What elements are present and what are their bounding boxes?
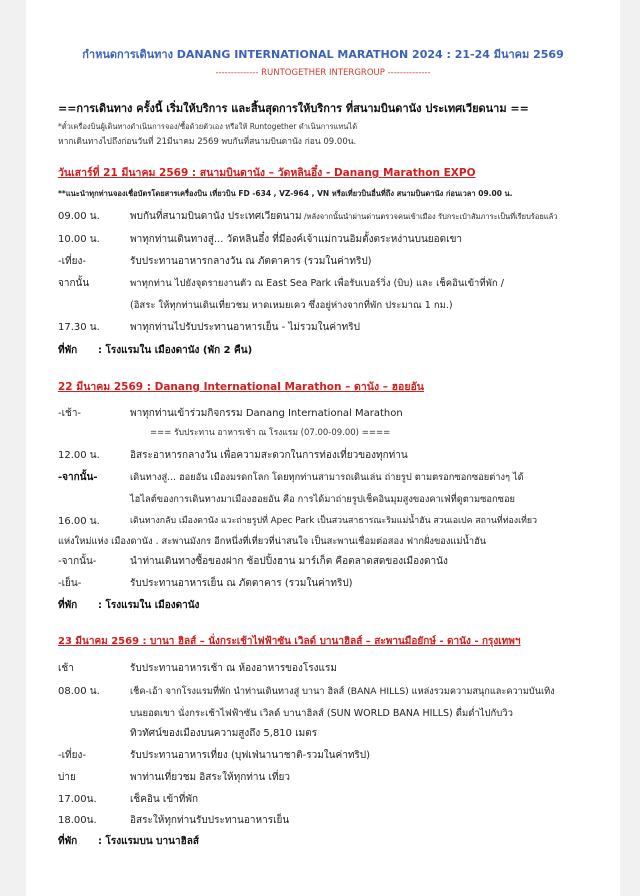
day1-desc — [130, 211, 557, 223]
day2-desc: ไฮไลต์ของการเดินทางมาเมืองฮอยอัน คือ การได้มาถ่ายรูปเช็คอินมุมสูงของคาเฟ่ที่ดูตามซอกซอย — [130, 494, 515, 505]
day3-stay-label: ที่พัก — [58, 836, 78, 847]
day1-time: 09.00 น. — [58, 211, 100, 222]
day1-desc-extra: /หลังจากนั้นนำผ่านด่านตรวจคนเข้าเมือง รับกระเป๋าสัมภาระเป็นที่เรียบร้อยแล้ว — [301, 212, 558, 221]
day3-time: เช้า — [58, 663, 74, 674]
itinerary-page — [26, 0, 620, 896]
day2-time: -เช้า- — [58, 408, 82, 419]
day2-time: 12.00 น. — [58, 450, 100, 461]
day2-desc: นำท่านเดินทางซื้อของฝาก ช้อปปิ้งฮาน มาร์เก็ต คือตลาดสดของเมืองดานัง — [130, 556, 448, 567]
day1-time: 10.00 น. — [58, 234, 100, 245]
day2-breakfast-note: === รับประทาน อาหารเช้า ณ โรงแรม (07.00-09.00) ==== — [150, 428, 391, 438]
day2-desc: แห่งใหม่แห่ง เมืองดานัง . สะพานมังกร อีกหนึ่งที่เที่ยวที่น่าสนใจ เป็นสะพานเชื่อมต่อสอง ฟากฝั่งของแม่น้ำฮัน — [58, 536, 487, 547]
day1-desc: รับประทานอาหารกลางวัน ณ ภัตตาคาร (รวมในค่าทริป) — [130, 256, 372, 267]
organizer-line: -------------- RUNTOGETHER INTERGROUP -------------- — [215, 68, 431, 78]
day1-time: จากนั้น — [58, 278, 90, 289]
day2-desc: เดินทางกลับ เมืองดานัง แวะถ่ายรูปที่ Apec Park เป็นสวนสาธารณะริมแม่น้ำฮัน สวนเอเปค สถานที่ท่องเที่ยว — [130, 516, 538, 526]
day3-time: 17.00น. — [58, 794, 97, 805]
day1-time: 17.30 น. — [58, 322, 100, 333]
day3-time: 18.00น. — [58, 815, 97, 826]
intro-note-meet: หากเดินทางไปถึงก่อนวันที่ 21มีนาคม 2569 พบกันที่สนามบินดานัง ก่อน 09.00น. — [58, 137, 357, 147]
day3-desc: พาท่านเที่ยวชม อิสระให้ทุกท่าน เที่ยว — [130, 772, 290, 783]
day2-time: -เย็น- — [58, 578, 82, 589]
day3-desc: รับประทานอาหารเที่ยง (บุฟเฟ่นานาชาติ-รวมในค่าทริป) — [130, 750, 371, 761]
day3-stay: : โรงแรมบน บานาฮิลส์ — [98, 836, 199, 847]
intro-note-ticket: *ตั๋วเครื่องบินผู้เดินทางดำเนินการจอง/ซื้อด้วยตัวเอง หรือให้ Runtogether ดำเนินการแทนได้ — [58, 122, 358, 131]
day1-desc: (อิสระ ให้ทุกท่านเดินเที่ยวชม หาดเหมยเคว ซึ่งอยู่ห่างจากที่พัก ประมาณ 1 กม.) — [130, 300, 453, 311]
day2-title: 22 มีนาคม 2569 : Danang International Marathon – ดานัง – ฮอยอัน — [58, 381, 424, 393]
day1-desc: พาทุกท่านเดินทางสู่... วัดหลินอึ๋ง ที่มีองค์เจ้าแม่กวนอิมตั้งตระหง่านบนยอดเขา — [130, 234, 463, 245]
day2-time: -จากนั้น- — [58, 472, 98, 483]
day2-desc: เดินทางสู่... ฮอยอัน เมืองมรดกโลก โดยทุกท่านสามารถเดินเล่น ถ่ายรูป ตามตรอกซอกซอยต่างๆ ได้ — [130, 472, 524, 483]
day1-desc-main: พบกันที่สนามบินดานัง ประเทศเวียดนาม — [130, 211, 302, 222]
day1-desc: พาทุกท่านไปรับประทานอาหารเย็น - ไม่รวมในค่าทริป — [130, 322, 360, 333]
page-title: กำหนดการเดินทาง DANANG INTERNATIONAL MARATHON 2024 : 21-24 มีนาคม 2569 — [82, 48, 564, 61]
intro-heading: ==การเดินทาง ครั้งนี้ เริ่มให้บริการ และสิ้นสุดการให้บริการ ที่สนามบินดานัง ประเทศเวียดนาม == — [58, 102, 529, 115]
day3-desc: รับประทานอาหารเช้า ณ ห้องอาหารของโรงแรม — [130, 663, 337, 674]
day1-title: วันเสาร์ที่ 21 มีนาคม 2569 : สนามบินดานัง – วัดหลินอึ๋ง - Danang Marathon EXPO — [58, 167, 476, 179]
day3-desc: เช็คอิน เข้าที่พัก — [130, 794, 199, 805]
day3-desc: บนยอดเขา นั่งกระเช้าไฟฟ้าซัน เวิลด์ บานาฮิลส์ (SUN WORLD BANA HILLS) ดื่มด่ำไปกับวิว — [130, 708, 513, 719]
day3-desc: อิสระให้ทุกท่านรับประทานอาหารเย็น — [130, 815, 290, 826]
day3-desc: ทิวทัศน์ของเมืองบนความสูงถึง 5,810 เมตร — [130, 728, 318, 739]
day2-desc: รับประทานอาหารเย็น ณ ภัตตาคาร (รวมในค่าทริป) — [130, 578, 353, 589]
day1-time: -เที่ยง- — [58, 256, 86, 267]
day3-desc: เช็ค-เอ้า จากโรงแรมที่พัก นำท่านเดินทางสู่ บานา ฮิลส์ (BANA HILLS) แหล่งรวมความสนุกและความบันเทิง — [130, 686, 555, 697]
day2-time: 16.00 น. — [58, 516, 100, 527]
day3-time: บ่าย — [58, 772, 76, 783]
day2-desc: พาทุกท่านเข้าร่วมกิจกรรม Danang International Marathon — [130, 408, 403, 419]
day3-time: -เที่ยง- — [58, 750, 86, 761]
day3-title: 23 มีนาคม 2569 : บานา ฮิลส์ – นั่งกระเช้าไฟฟ้าซัน เวิลด์ บานาฮิลส์ – สะพานมือยักษ์ - ดานัง - กรุงเทพฯ — [58, 636, 521, 647]
day2-desc: อิสระอาหารกลางวัน เพื่อความสะดวกในการท่องเที่ยวของทุกท่าน — [130, 450, 408, 461]
day2-stay: : โรงแรมใน เมืองดานัง — [98, 600, 200, 611]
day3-time: 08.00 น. — [58, 686, 100, 697]
day2-stay-label: ที่พัก — [58, 600, 78, 611]
day1-flight-note: **แนะนำทุกท่านจองเชื่อบัตรโดยสารเครื่องบิน เที่ยวบิน FD -634 , VZ-964 , VN หรือเที่ยวบินอื่นที่ถึง สนามบินดานัง ก่อนเวลา 09.00 น. — [58, 189, 513, 198]
day2-time: -จากนั้น- — [58, 556, 97, 567]
day1-desc: พาทุกท่าน ไปยังจุดรายงานตัว ณ East Sea Park เพื่อรับเบอร์วิ่ง (บิบ) และ เช็คอินเข้าที่พัก / — [130, 278, 504, 289]
day1-stay-label: ที่พัก — [58, 345, 78, 356]
day1-stay: : โรงแรมใน เมืองดานัง (พัก 2 คืน) — [98, 345, 253, 356]
